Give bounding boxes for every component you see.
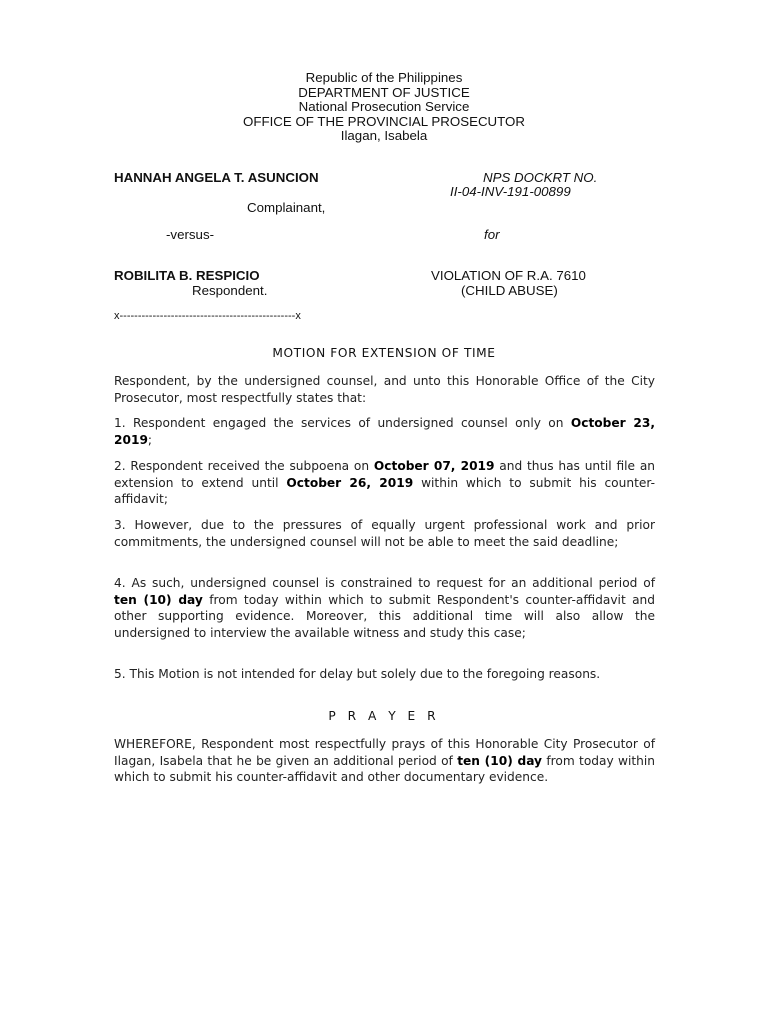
for-label: for xyxy=(484,227,500,242)
motion-title: MOTION FOR EXTENSION OF TIME xyxy=(272,346,496,360)
header-republic: Republic of the Philippines xyxy=(305,70,463,85)
paragraph-4-period: ten (10) day xyxy=(114,592,203,607)
paragraph-1-text: 1. Respondent engaged the services of undersigned counsel only on xyxy=(114,416,571,430)
paragraph-1-date: October 23, 2019 xyxy=(114,416,655,447)
paragraph-2 xyxy=(114,458,655,508)
header-service: National Prosecution Service xyxy=(298,99,470,115)
prayer-period: ten (10) day xyxy=(457,753,542,768)
respondent-name: ROBILITA B. RESPICIO xyxy=(114,268,260,283)
paragraph-2-text: 2. Respondent received the subpoena on xyxy=(114,459,374,473)
complainant-role: Complainant, xyxy=(247,200,326,215)
paragraph-1-end: ; xyxy=(147,432,153,447)
paragraph-3: 3. However, due to the pressures of equally urgent professional work and prior commitments, the undersigned counsel will not be able to meet the said deadline; xyxy=(114,518,655,549)
prayer-text: WHEREFORE, Respondent most respectfully prays of this Honorable City Prosecutor of Ilagan, Isabela that he be given an additional period of xyxy=(114,737,655,768)
complainant-name: HANNAH ANGELA T. ASUNCION xyxy=(114,170,319,185)
docket-label: NPS DOCKRT NO. xyxy=(483,170,598,185)
prayer-end: from today within which to submit his counter-affidavit and other documentary evidence. xyxy=(114,753,655,785)
paragraph-2-end: within which to submit his counter-affidavit; xyxy=(114,475,655,507)
violation-title: VIOLATION OF R.A. 7610 xyxy=(431,268,586,283)
paragraph-4-text: 4. As such, undersigned counsel is constrained to request for an additional period of xyxy=(114,576,655,590)
intro-paragraph: Respondent, by the undersigned counsel, and unto this Honorable Office of the City Prosecutor, most respectfully states that: xyxy=(114,374,655,405)
paragraph-5: 5. This Motion is not intended for delay but solely due to the foregoing reasons. xyxy=(114,667,601,681)
paragraph-4 xyxy=(114,575,655,641)
header-department: DEPARTMENT OF JUSTICE xyxy=(298,84,470,100)
paragraph-4-end: from today within which to submit Respondent's counter-affidavit and other supporting evidence. Moreover, this additional time will also allow the undersigned to interview the available witness and study this case; xyxy=(114,592,656,640)
respondent-role: Respondent. xyxy=(192,283,268,298)
prayer-paragraph xyxy=(114,736,655,786)
paragraph-2-middle: and thus has until file an extension to extend until xyxy=(114,459,656,490)
versus-label: -versus- xyxy=(166,227,215,242)
caption-separator: x------------------------------------------------x xyxy=(114,310,301,322)
paragraph-2-subpoena-date: October 07, 2019 xyxy=(373,459,495,473)
header-office: OFFICE OF THE PROVINCIAL PROSECUTOR xyxy=(243,113,525,129)
document-header xyxy=(0,71,768,144)
header-location: Ilagan, Isabela xyxy=(340,128,428,144)
paragraph-1 xyxy=(114,415,655,448)
prayer-heading: P R A Y E R xyxy=(328,709,440,723)
violation-detail: (CHILD ABUSE) xyxy=(461,283,558,298)
docket-number: II-04-INV-191-00899 xyxy=(450,184,571,199)
paragraph-2-deadline-date: October 26, 2019 xyxy=(286,475,414,490)
